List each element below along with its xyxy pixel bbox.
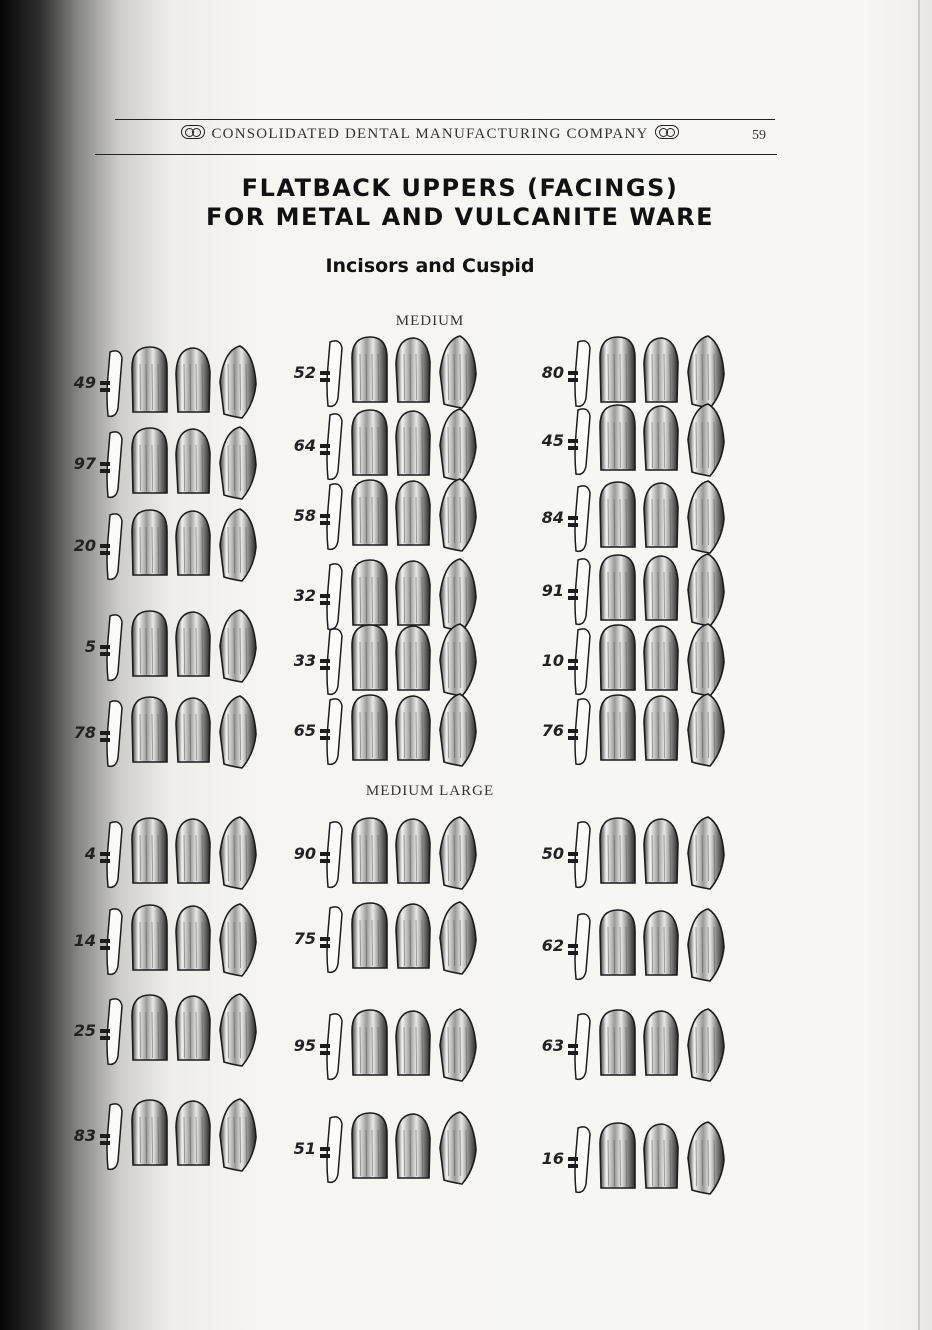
tooth-facing-icon bbox=[438, 900, 478, 976]
tooth-set bbox=[62, 902, 277, 982]
tooth-facing-icon bbox=[350, 1007, 390, 1083]
tooth-set bbox=[530, 622, 745, 702]
tooth-facing-icon bbox=[598, 552, 638, 628]
tooth-facing-icon bbox=[598, 907, 638, 983]
tooth-mould-number: 49 bbox=[73, 373, 96, 392]
tooth-facing-icon bbox=[174, 1097, 214, 1173]
tooth-set bbox=[282, 1007, 497, 1087]
tooth-facing-icon bbox=[686, 552, 726, 628]
tooth-mould-number: 75 bbox=[293, 929, 316, 948]
tooth-facing-icon bbox=[686, 907, 726, 983]
header-rule-top bbox=[115, 119, 775, 120]
tooth-set bbox=[530, 1007, 745, 1087]
page-subtitle: Incisors and Cuspid bbox=[325, 255, 535, 277]
tooth-mould-number: 84 bbox=[541, 508, 564, 527]
tooth-mould-number: 5 bbox=[84, 637, 96, 656]
tooth-facing-icon bbox=[438, 1007, 478, 1083]
tooth-side-profile-icon bbox=[320, 1112, 346, 1188]
tooth-side-profile-icon bbox=[568, 817, 594, 893]
tooth-side-profile-icon bbox=[100, 696, 126, 772]
tooth-side-profile-icon bbox=[320, 694, 346, 770]
tooth-facing-icon bbox=[642, 479, 682, 555]
tooth-facing-icon bbox=[218, 992, 258, 1068]
tooth-facing-icon bbox=[438, 477, 478, 553]
tooth-mould-number: 20 bbox=[73, 536, 96, 555]
tooth-facing-icon bbox=[394, 477, 434, 553]
tooth-facing-icon bbox=[350, 900, 390, 976]
tooth-side-profile-icon bbox=[320, 817, 346, 893]
tooth-facing-icon bbox=[642, 552, 682, 628]
tooth-facing-icon bbox=[642, 907, 682, 983]
tooth-facing-icon bbox=[350, 407, 390, 483]
tooth-set bbox=[62, 694, 277, 774]
tooth-facing-icon bbox=[350, 815, 390, 891]
tooth-facing-icon bbox=[686, 692, 726, 768]
tooth-side-profile-icon bbox=[320, 624, 346, 700]
tooth-side-profile-icon bbox=[100, 427, 126, 503]
tooth-facing-icon bbox=[394, 407, 434, 483]
tooth-side-profile-icon bbox=[568, 336, 594, 412]
tooth-set bbox=[530, 815, 745, 895]
tooth-facing-icon bbox=[438, 334, 478, 410]
tooth-facing-icon bbox=[598, 479, 638, 555]
tooth-facing-icon bbox=[394, 900, 434, 976]
tooth-side-profile-icon bbox=[100, 1099, 126, 1175]
tooth-mould-number: 32 bbox=[293, 586, 316, 605]
tooth-side-profile-icon bbox=[100, 904, 126, 980]
tooth-facing-icon bbox=[394, 1110, 434, 1186]
tooth-facing-icon bbox=[130, 344, 170, 420]
tooth-mould-number: 78 bbox=[73, 723, 96, 742]
tooth-facing-icon bbox=[642, 334, 682, 410]
tooth-set bbox=[282, 815, 497, 895]
tooth-facing-icon bbox=[350, 334, 390, 410]
tooth-facing-icon bbox=[642, 622, 682, 698]
tooth-set bbox=[62, 608, 277, 688]
tooth-side-profile-icon bbox=[100, 346, 126, 422]
tooth-facing-icon bbox=[174, 815, 214, 891]
tooth-mould-number: 4 bbox=[84, 844, 96, 863]
tooth-set bbox=[282, 1110, 497, 1190]
tooth-facing-icon bbox=[686, 1120, 726, 1196]
tooth-facing-icon bbox=[218, 815, 258, 891]
tooth-set bbox=[282, 407, 497, 487]
tooth-mould-number: 58 bbox=[293, 506, 316, 525]
tooth-facing-icon bbox=[174, 694, 214, 770]
tooth-facing-icon bbox=[598, 334, 638, 410]
tooth-facing-icon bbox=[130, 992, 170, 1068]
tooth-facing-icon bbox=[598, 402, 638, 478]
tooth-facing-icon bbox=[394, 334, 434, 410]
tooth-facing-icon bbox=[686, 402, 726, 478]
tooth-set bbox=[530, 479, 745, 559]
tooth-facing-icon bbox=[218, 608, 258, 684]
tooth-facing-icon bbox=[598, 815, 638, 891]
tooth-facing-icon bbox=[394, 692, 434, 768]
tooth-facing-icon bbox=[686, 334, 726, 410]
tooth-set bbox=[282, 692, 497, 772]
tooth-mould-number: 16 bbox=[541, 1149, 564, 1168]
tooth-set bbox=[62, 344, 277, 424]
tooth-mould-number: 65 bbox=[293, 721, 316, 740]
tooth-facing-icon bbox=[130, 507, 170, 583]
tooth-mould-number: 95 bbox=[293, 1036, 316, 1055]
tooth-facing-icon bbox=[598, 1120, 638, 1196]
tooth-side-profile-icon bbox=[568, 554, 594, 630]
tooth-facing-icon bbox=[686, 815, 726, 891]
tooth-facing-icon bbox=[350, 477, 390, 553]
tooth-side-profile-icon bbox=[568, 694, 594, 770]
tooth-set bbox=[62, 992, 277, 1072]
tooth-facing-icon bbox=[438, 622, 478, 698]
page-number: 59 bbox=[752, 128, 766, 143]
tooth-facing-icon bbox=[174, 344, 214, 420]
tooth-facing-icon bbox=[438, 407, 478, 483]
tooth-set bbox=[62, 507, 277, 587]
tooth-facing-icon bbox=[130, 1097, 170, 1173]
tooth-mould-number: 91 bbox=[541, 581, 564, 600]
tooth-set bbox=[282, 334, 497, 414]
tooth-set bbox=[62, 425, 277, 505]
tooth-facing-icon bbox=[218, 507, 258, 583]
tooth-facing-icon bbox=[218, 425, 258, 501]
running-head-text: CONSOLIDATED DENTAL MANUFACTURING COMPANY bbox=[211, 126, 649, 142]
tooth-facing-icon bbox=[174, 992, 214, 1068]
tooth-facing-icon bbox=[130, 608, 170, 684]
tooth-set bbox=[530, 907, 745, 987]
tooth-facing-icon bbox=[438, 692, 478, 768]
tooth-side-profile-icon bbox=[568, 1009, 594, 1085]
tooth-side-profile-icon bbox=[320, 336, 346, 412]
tooth-facing-icon bbox=[598, 692, 638, 768]
tooth-facing-icon bbox=[598, 1007, 638, 1083]
tooth-facing-icon bbox=[394, 622, 434, 698]
tooth-mould-number: 83 bbox=[73, 1126, 96, 1145]
tooth-facing-icon bbox=[642, 815, 682, 891]
tooth-facing-icon bbox=[642, 692, 682, 768]
tooth-mould-number: 51 bbox=[293, 1139, 316, 1158]
tooth-set bbox=[62, 815, 277, 895]
tooth-facing-icon bbox=[350, 692, 390, 768]
tooth-facing-icon bbox=[686, 479, 726, 555]
tooth-mould-number: 45 bbox=[541, 431, 564, 450]
tooth-facing-icon bbox=[350, 622, 390, 698]
tooth-side-profile-icon bbox=[320, 479, 346, 555]
tooth-set bbox=[62, 1097, 277, 1177]
tooth-side-profile-icon bbox=[568, 404, 594, 480]
tooth-side-profile-icon bbox=[100, 610, 126, 686]
tooth-mould-number: 80 bbox=[541, 363, 564, 382]
tooth-side-profile-icon bbox=[100, 817, 126, 893]
tooth-facing-icon bbox=[218, 902, 258, 978]
section-label-medium-large: MEDIUM LARGE bbox=[365, 783, 495, 799]
tooth-facing-icon bbox=[174, 507, 214, 583]
tooth-side-profile-icon bbox=[568, 624, 594, 700]
page-title-line-1: FLATBACK UPPERS (FACINGS) bbox=[241, 174, 679, 202]
tooth-set bbox=[282, 900, 497, 980]
tooth-mould-number: 63 bbox=[541, 1036, 564, 1055]
tooth-facing-icon bbox=[174, 902, 214, 978]
tooth-set bbox=[530, 1120, 745, 1200]
tooth-facing-icon bbox=[686, 622, 726, 698]
tooth-facing-icon bbox=[174, 425, 214, 501]
tooth-mould-number: 25 bbox=[73, 1021, 96, 1040]
tooth-facing-icon bbox=[174, 608, 214, 684]
section-label-medium: MEDIUM bbox=[395, 313, 465, 329]
tooth-set bbox=[530, 692, 745, 772]
tooth-facing-icon bbox=[438, 1110, 478, 1186]
tooth-mould-number: 62 bbox=[541, 936, 564, 955]
tooth-facing-icon bbox=[642, 1007, 682, 1083]
tooth-facing-icon bbox=[394, 1007, 434, 1083]
tooth-mould-number: 64 bbox=[293, 436, 316, 455]
tooth-set bbox=[282, 622, 497, 702]
tooth-facing-icon bbox=[130, 902, 170, 978]
tooth-set bbox=[530, 552, 745, 632]
tooth-mould-number: 76 bbox=[541, 721, 564, 740]
tooth-mould-number: 97 bbox=[73, 454, 96, 473]
tooth-side-profile-icon bbox=[320, 902, 346, 978]
tooth-side-profile-icon bbox=[568, 1122, 594, 1198]
tooth-side-profile-icon bbox=[568, 909, 594, 985]
tooth-mould-number: 33 bbox=[293, 651, 316, 670]
tooth-set bbox=[282, 477, 497, 557]
tooth-set bbox=[530, 402, 745, 482]
tooth-mould-number: 52 bbox=[293, 363, 316, 382]
tooth-facing-icon bbox=[642, 1120, 682, 1196]
page-title-line-2: FOR METAL AND VULCANITE WARE bbox=[205, 203, 715, 231]
page-edge-line bbox=[918, 0, 920, 1330]
tooth-facing-icon bbox=[218, 694, 258, 770]
tooth-side-profile-icon bbox=[568, 481, 594, 557]
tooth-mould-number: 14 bbox=[73, 931, 96, 950]
tooth-facing-icon bbox=[642, 402, 682, 478]
tooth-side-profile-icon bbox=[100, 994, 126, 1070]
tooth-mould-number: 10 bbox=[541, 651, 564, 670]
tooth-facing-icon bbox=[218, 344, 258, 420]
tooth-facing-icon bbox=[686, 1007, 726, 1083]
tooth-mould-number: 90 bbox=[293, 844, 316, 863]
running-head bbox=[150, 125, 710, 143]
tooth-side-profile-icon bbox=[320, 1009, 346, 1085]
tooth-facing-icon bbox=[130, 815, 170, 891]
tooth-side-profile-icon bbox=[100, 509, 126, 585]
tooth-side-profile-icon bbox=[320, 409, 346, 485]
cdm-monogram-icon bbox=[655, 125, 679, 139]
tooth-facing-icon bbox=[394, 815, 434, 891]
tooth-facing-icon bbox=[130, 694, 170, 770]
tooth-mould-number: 50 bbox=[541, 844, 564, 863]
cdm-monogram-icon bbox=[181, 125, 205, 139]
tooth-facing-icon bbox=[598, 622, 638, 698]
header-rule-bottom bbox=[95, 154, 777, 155]
tooth-facing-icon bbox=[218, 1097, 258, 1173]
tooth-facing-icon bbox=[350, 1110, 390, 1186]
tooth-facing-icon bbox=[130, 425, 170, 501]
tooth-facing-icon bbox=[438, 815, 478, 891]
